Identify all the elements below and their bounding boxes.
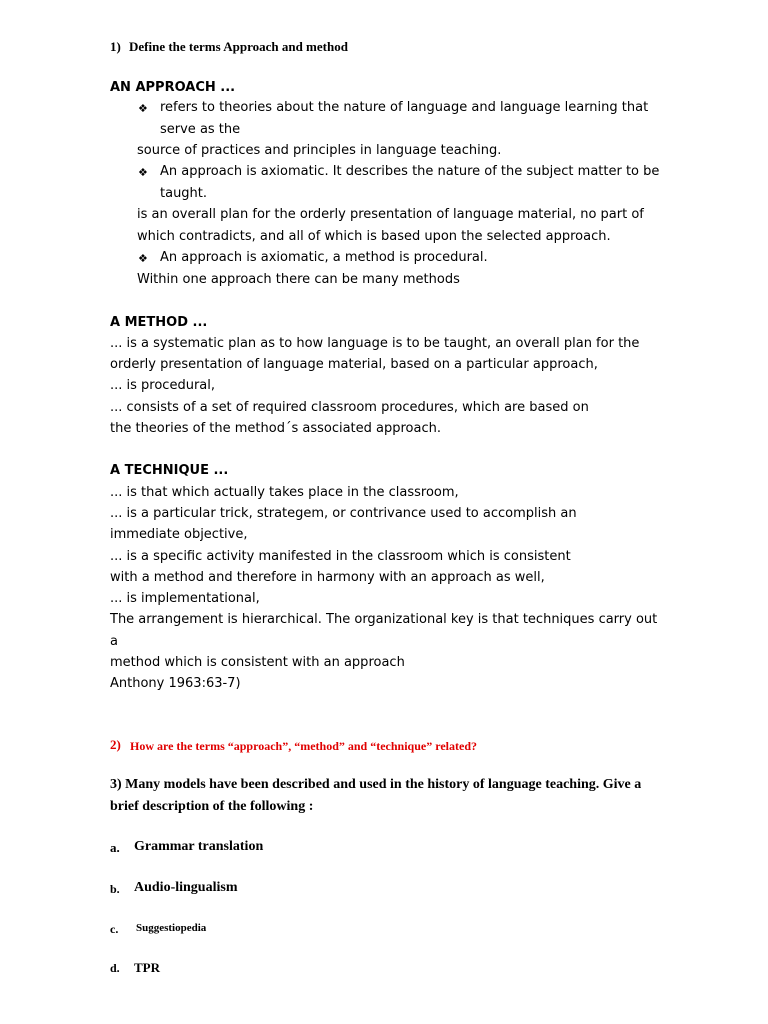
method-line-1: ... is a systematic plan as to how language is to be taught, an overall plan for the [110,336,640,351]
question-2-text: How are the terms “approach”, “method” and “technique” related? [130,739,477,753]
diamond-bullet-icon: ❖ [138,166,148,179]
method-line-5: the theories of the method´s associated approach. [110,421,441,436]
item-c-label: Suggestiopedia [136,922,207,934]
technique-heading: A TECHNIQUE ... [110,463,229,478]
question-1-text: Define the terms Approach and method [129,39,348,54]
technique-line-7: The arrangement is hierarchical. The organizational key is that techniques carry out [110,612,658,627]
approach-bullet-1-line-3: source of practices and principles in language teaching. [137,143,502,158]
approach-bullet-1-line-1: refers to theories about the nature of language and language learning that [160,100,649,115]
item-b-letter: b. [110,882,120,896]
technique-line-8: a [110,634,118,649]
technique-line-2: ... is a particular trick, strategem, or contrivance used to accomplish an [110,506,577,521]
approach-bullet-2-line-2: taught. [160,186,208,201]
technique-line-4: ... is a specific activity manifested in the classroom which is consistent [110,549,571,564]
method-heading: A METHOD ... [110,315,208,330]
technique-line-3: immediate objective, [110,527,248,542]
item-b-label: Audio-lingualism [134,880,238,895]
technique-line-6: ... is implementational, [110,591,260,606]
approach-bullet-2-line-3: is an overall plan for the orderly presentation of language material, no part of [137,207,644,222]
approach-bullet-2-line-4: which contradicts, and all of which is based upon the selected approach. [137,229,611,244]
item-d-letter: d. [110,961,120,975]
diamond-bullet-icon: ❖ [138,102,148,115]
item-d-label: TPR [134,960,160,975]
citation: Anthony 1963:63-7) [110,676,241,691]
method-line-4: ... consists of a set of required classroom procedures, which are based on [110,400,589,415]
diamond-bullet-icon: ❖ [138,252,148,265]
approach-bullet-3-line-2: Within one approach there can be many methods [137,272,460,287]
question-3-line-2: brief description of the following : [110,799,314,814]
method-line-3: ... is procedural, [110,378,216,393]
item-c-letter: c. [110,922,119,936]
approach-heading: AN APPROACH ... [110,80,236,95]
question-2-number: 2) [110,737,121,752]
question-1-number: 1) [110,39,121,54]
item-a-label: Grammar translation [134,839,264,854]
technique-line-9: method which is consistent with an approach [110,655,405,670]
approach-bullet-1-line-2: serve as the [160,122,241,137]
technique-line-1: ... is that which actually takes place in the classroom, [110,485,459,500]
question-3-line-1: 3) Many models have been described and used in the history of language teaching. Give a [110,777,642,792]
approach-bullet-3-line-1: An approach is axiomatic, a method is procedural. [160,250,488,265]
item-a-letter: a. [110,840,120,855]
approach-bullet-2-line-1: An approach is axiomatic. It describes the nature of the subject matter to be [160,164,660,179]
method-line-2: orderly presentation of language material, based on a particular approach, [110,357,598,372]
technique-line-5: with a method and therefore in harmony with an approach as well, [110,570,545,585]
